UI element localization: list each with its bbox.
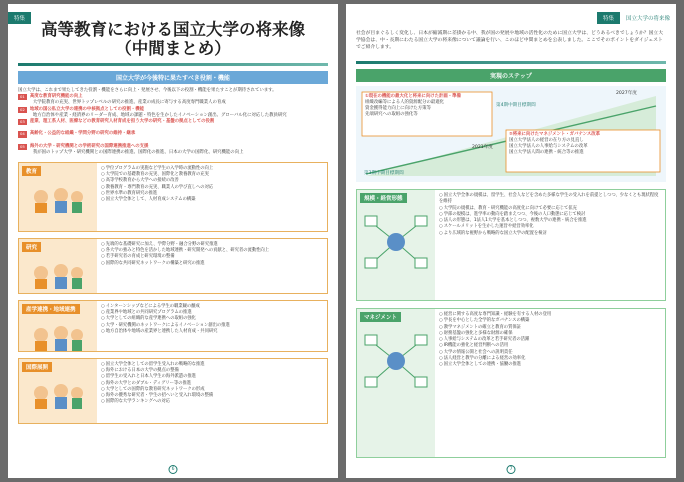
page-number: 7 xyxy=(507,465,516,474)
role-number: 02 xyxy=(20,106,25,112)
topic-item: ○ 財務基盤の強化と多様な財源の確保 xyxy=(439,331,661,337)
role-item xyxy=(18,131,328,143)
role-item xyxy=(18,107,328,119)
phase2-year: 2027年度 xyxy=(616,91,637,96)
topic-item: ○ 国立大学全体として、人材育成システムの構築 xyxy=(101,197,323,203)
role-text xyxy=(30,94,226,106)
topic-item: ○ 教学マネジメントの確立と教育の質保証 xyxy=(439,325,661,331)
topic-section xyxy=(18,162,328,232)
role-title: 海外の大学・研究機関との学術研究の国際連携推進への支援 xyxy=(29,143,149,149)
phase2-items xyxy=(509,138,659,156)
right-page xyxy=(346,4,676,478)
title-line-2: （中間まとめ） xyxy=(115,39,231,58)
topic-item: ○ スケールメリットを生かした運営や経営効率化 xyxy=(439,224,661,230)
feature-tag-bar xyxy=(597,12,676,24)
topic-item: ○ 大学院での基礎教育の充実、国際化と教養教育の充実 xyxy=(101,172,323,178)
role-detail xyxy=(30,125,33,130)
topic-item: ○ 海外の大学とのダブル・ディグリー等の推進 xyxy=(101,381,323,387)
phase2-box xyxy=(509,132,659,156)
topic-item: ○ 国立大学全体としての連携・協働の推進 xyxy=(439,362,661,368)
topic-item: ○ 大学・研究機関のネットワークによるイノベーション創出の推進 xyxy=(101,323,323,329)
topic-item: ○ 法人経営と教学の分離による経営の効率化 xyxy=(439,356,661,362)
topic-item: ○ 法人の形態は、1法人1大学を基本としつつ、複数大学の連携・統合を推進 xyxy=(439,218,661,224)
title-line-1: 高等教育における国立大学の将来像 xyxy=(41,20,305,39)
role-title: 高度な教育研究機能の向上 xyxy=(29,94,83,100)
section-illustration-icon xyxy=(27,317,87,353)
topic-item: ○ 大学の情報公開と社会への説明責任 xyxy=(439,350,661,356)
topic-item: ○ インターンシップなどによる学生の職業観の醸成 xyxy=(101,304,323,310)
topic-section xyxy=(18,300,328,352)
topic-item: ○ 地方自治体や地域の産業界と連携した人材育成・共同研究 xyxy=(101,329,323,335)
section-label: 規模・経営形態 xyxy=(360,193,407,203)
document-spread xyxy=(8,4,676,478)
topic-item: ○ 大学院の規模は、教育・研究機能の高度化に向けて必要に応じて拡充 xyxy=(439,206,661,212)
topic-item: ○ 若手研究者の育成と研究環境の整備 xyxy=(101,254,323,260)
section-side xyxy=(357,309,435,457)
role-item xyxy=(18,144,328,156)
right-intro: 社会が目まぐるしく変化し、日本が縮減期に差掛かる中、我が国の発展や地域の活性化のために国立大学は、どうあるべきでしょうか？国立大学協会は、中・長期にわたる国立大学の将来像について議論を行い、このほど中間まとめを公表しました。ここでそのポイントをダイジェストでご紹介します。 xyxy=(356,31,664,50)
topic-item: ○ 高等学校教育から大学への接続の改善 xyxy=(101,178,323,184)
topic-item: ○ 先端的な基礎研究に加え、学際分野・融合分野の研究推進 xyxy=(101,242,323,248)
topic-item: ○ 海外の優秀な研究者・学生の招へいと受入れ環境の整備 xyxy=(101,393,323,399)
campus-network-icon xyxy=(361,212,431,272)
phase1-box xyxy=(365,94,490,118)
role-detail: 大学院教育の充実、世界トップレベルの研究の推進、産業の成長に寄与する高度専門職業人の育成 xyxy=(32,100,226,106)
section-list xyxy=(435,309,665,457)
section-illustration-icon xyxy=(27,255,87,291)
section-label: 研究 xyxy=(22,242,41,252)
steps-diagram xyxy=(356,86,666,182)
section-side xyxy=(19,301,97,351)
topic-item: ○ IR機能の強化と経営判断への活用 xyxy=(439,343,661,349)
section-list xyxy=(97,163,327,231)
topic-item: ○ 人事給与システムの改革と若手研究者の活躍 xyxy=(439,337,661,343)
topic-item: ○ 大学としての組織的な産学連携への取組の強化 xyxy=(101,316,323,322)
phase-item: 国立大学法人の人事給与システムの改革 xyxy=(509,144,588,149)
topic-item: ○ 産業界や地域との共同研究プログラムの推進 xyxy=(101,310,323,316)
section-list xyxy=(97,301,327,351)
right-sections xyxy=(356,189,666,458)
topic-item: ○ 国際的な大学ランキングへの対応 xyxy=(101,399,323,405)
topic-item: ○ 国立大学全体としての留学生受入れの戦略的な推進 xyxy=(101,362,323,368)
topic-section xyxy=(18,238,328,294)
topic-item: ○ 国際的な共同研究ネットワークの構築と研究の推進 xyxy=(101,261,323,267)
role-detail xyxy=(30,138,33,143)
role-number: 01 xyxy=(20,94,25,100)
role-detail: 我が国のトップ大学・研究機関との国際連携の推進、国際化の推進、日本の大学の国際化、研究機能の向上 xyxy=(32,150,244,156)
topic-item: ○ 大学としての国際的な教育研究ネットワークの形成 xyxy=(101,387,323,393)
phase-item: 国立大学法人の経営の在り方の見直し xyxy=(509,138,584,143)
section-side xyxy=(19,239,97,293)
role-item xyxy=(18,119,328,131)
section-label: マネジメント xyxy=(360,312,401,322)
right-rule xyxy=(356,61,666,64)
role-detail: 地方自治体や産業・経済界のリーダー育成、地域の課題・特色を生かしたイノベーション創出、グローバル化に対応した教員研究 xyxy=(32,112,287,118)
role-title: 地域の国公私立大学の連携の中核拠点としての役割・機能 xyxy=(29,106,145,112)
section-list xyxy=(435,190,665,300)
role-text xyxy=(30,131,135,143)
role-item xyxy=(18,94,328,106)
steps-band: 実現のステップ xyxy=(356,69,666,82)
phase-item: 組織改編等による人的資源配分の最適化 xyxy=(365,100,445,105)
phase2-label: 第4期中期目標期間 xyxy=(496,103,536,108)
topic-item: ○ より広域的な視野から戦略的な国立大学の配置を検討 xyxy=(439,231,661,237)
phase-item: 資金獲得能力向上に向けた方策等 xyxy=(365,106,431,111)
role-number: 05 xyxy=(20,143,25,149)
left-sections xyxy=(18,162,328,424)
role-text xyxy=(30,107,287,119)
topic-item: ○ 国立大学全体の規模は、留学生、社会人などを含めた多様な学生の受入れを前提としつつ、少なくとも現状程度を維持 xyxy=(439,193,661,206)
section-side xyxy=(357,190,435,300)
section-side xyxy=(19,163,97,231)
section-illustration-icon xyxy=(27,179,87,215)
section-side xyxy=(19,359,97,423)
page-number: 6 xyxy=(169,465,178,474)
management-network-icon xyxy=(361,331,431,391)
topic-item: ○ 各大学の強みと特色を活かした地域連携・研究開発への貢献と、研究者の流動性向上 xyxy=(101,248,323,254)
phase1-label: 第3期中期目標期間 xyxy=(364,171,404,176)
topic-item: ○ 海外における日本の大学の拠点の整備 xyxy=(101,368,323,374)
feature-tag: 特集 xyxy=(8,12,31,24)
roles-intro: 国立大学は、これまで果たしてきた役割・機能をさらに向上・発展させ、今後以下の役割・機能を果たすことが期待されています。 xyxy=(18,88,277,93)
feature-title: 国立大学の将来像 xyxy=(625,16,670,22)
role-text xyxy=(30,119,214,131)
section-list xyxy=(97,359,327,423)
topic-item: ○ 世界水準の教育研究の推進 xyxy=(101,191,323,197)
topic-item: ○ 学部の規模は、進学率の動向を踏まえつつ、今後の人口動態に応じて検討 xyxy=(439,212,661,218)
phase-item: 国立大学法人間の連携・統合等の推進 xyxy=(509,150,584,155)
topic-item: ○ 教養教育・専門教育の充実、職業人の学び直しへの対応 xyxy=(101,185,323,191)
section-label: 教育 xyxy=(22,166,41,176)
left-page xyxy=(8,4,338,478)
topic-section xyxy=(356,189,666,301)
phase1-items xyxy=(365,100,490,118)
topic-section xyxy=(356,308,666,458)
topic-item: ○ 学長を中心とした全学的なガバナンスの構築 xyxy=(439,318,661,324)
section-label: 産学連携・地域連携 xyxy=(22,304,80,314)
roles-band: 国立大学が今後特に果たすべき役割・機能 xyxy=(18,71,328,84)
topic-item: ○ 学位プログラムの実施など学生の入学時の流動性の向上 xyxy=(101,166,323,172)
title-rule xyxy=(18,63,328,66)
page-title xyxy=(18,20,328,58)
feature-tag: 特集 xyxy=(597,12,620,24)
phase1-year: 2021年度 xyxy=(472,145,493,150)
topic-item: ○ 経営に関する高度な専門知識・経験を有する人材の登用 xyxy=(439,312,661,318)
phase-item: 先端研究への取組の強化等 xyxy=(365,112,418,117)
role-title: 産業、理工系人材、医療などの教育研究人材育成を担う大学の研究・基盤の拠点としての役割 xyxy=(29,119,215,125)
role-title: 高齢化・公益的な組織・学問分野の研究の維持・継承 xyxy=(29,131,136,137)
phase1-title: ①現在の機能の最大化と将来に向けた計画・準備 xyxy=(365,94,461,99)
topic-item: ○ 留学生の受入れと日本人学生の海外派遣の推進 xyxy=(101,374,323,380)
roles-list xyxy=(18,94,328,156)
section-list xyxy=(97,239,327,293)
role-text xyxy=(30,144,244,156)
section-illustration-icon xyxy=(27,375,87,411)
topic-section xyxy=(18,358,328,424)
role-number: 04 xyxy=(20,131,25,137)
phase2-title: ②将来に向けたマネジメント・ガバナンス改革 xyxy=(509,132,601,137)
role-number: 03 xyxy=(20,119,25,125)
section-label: 国際展開 xyxy=(22,362,52,372)
